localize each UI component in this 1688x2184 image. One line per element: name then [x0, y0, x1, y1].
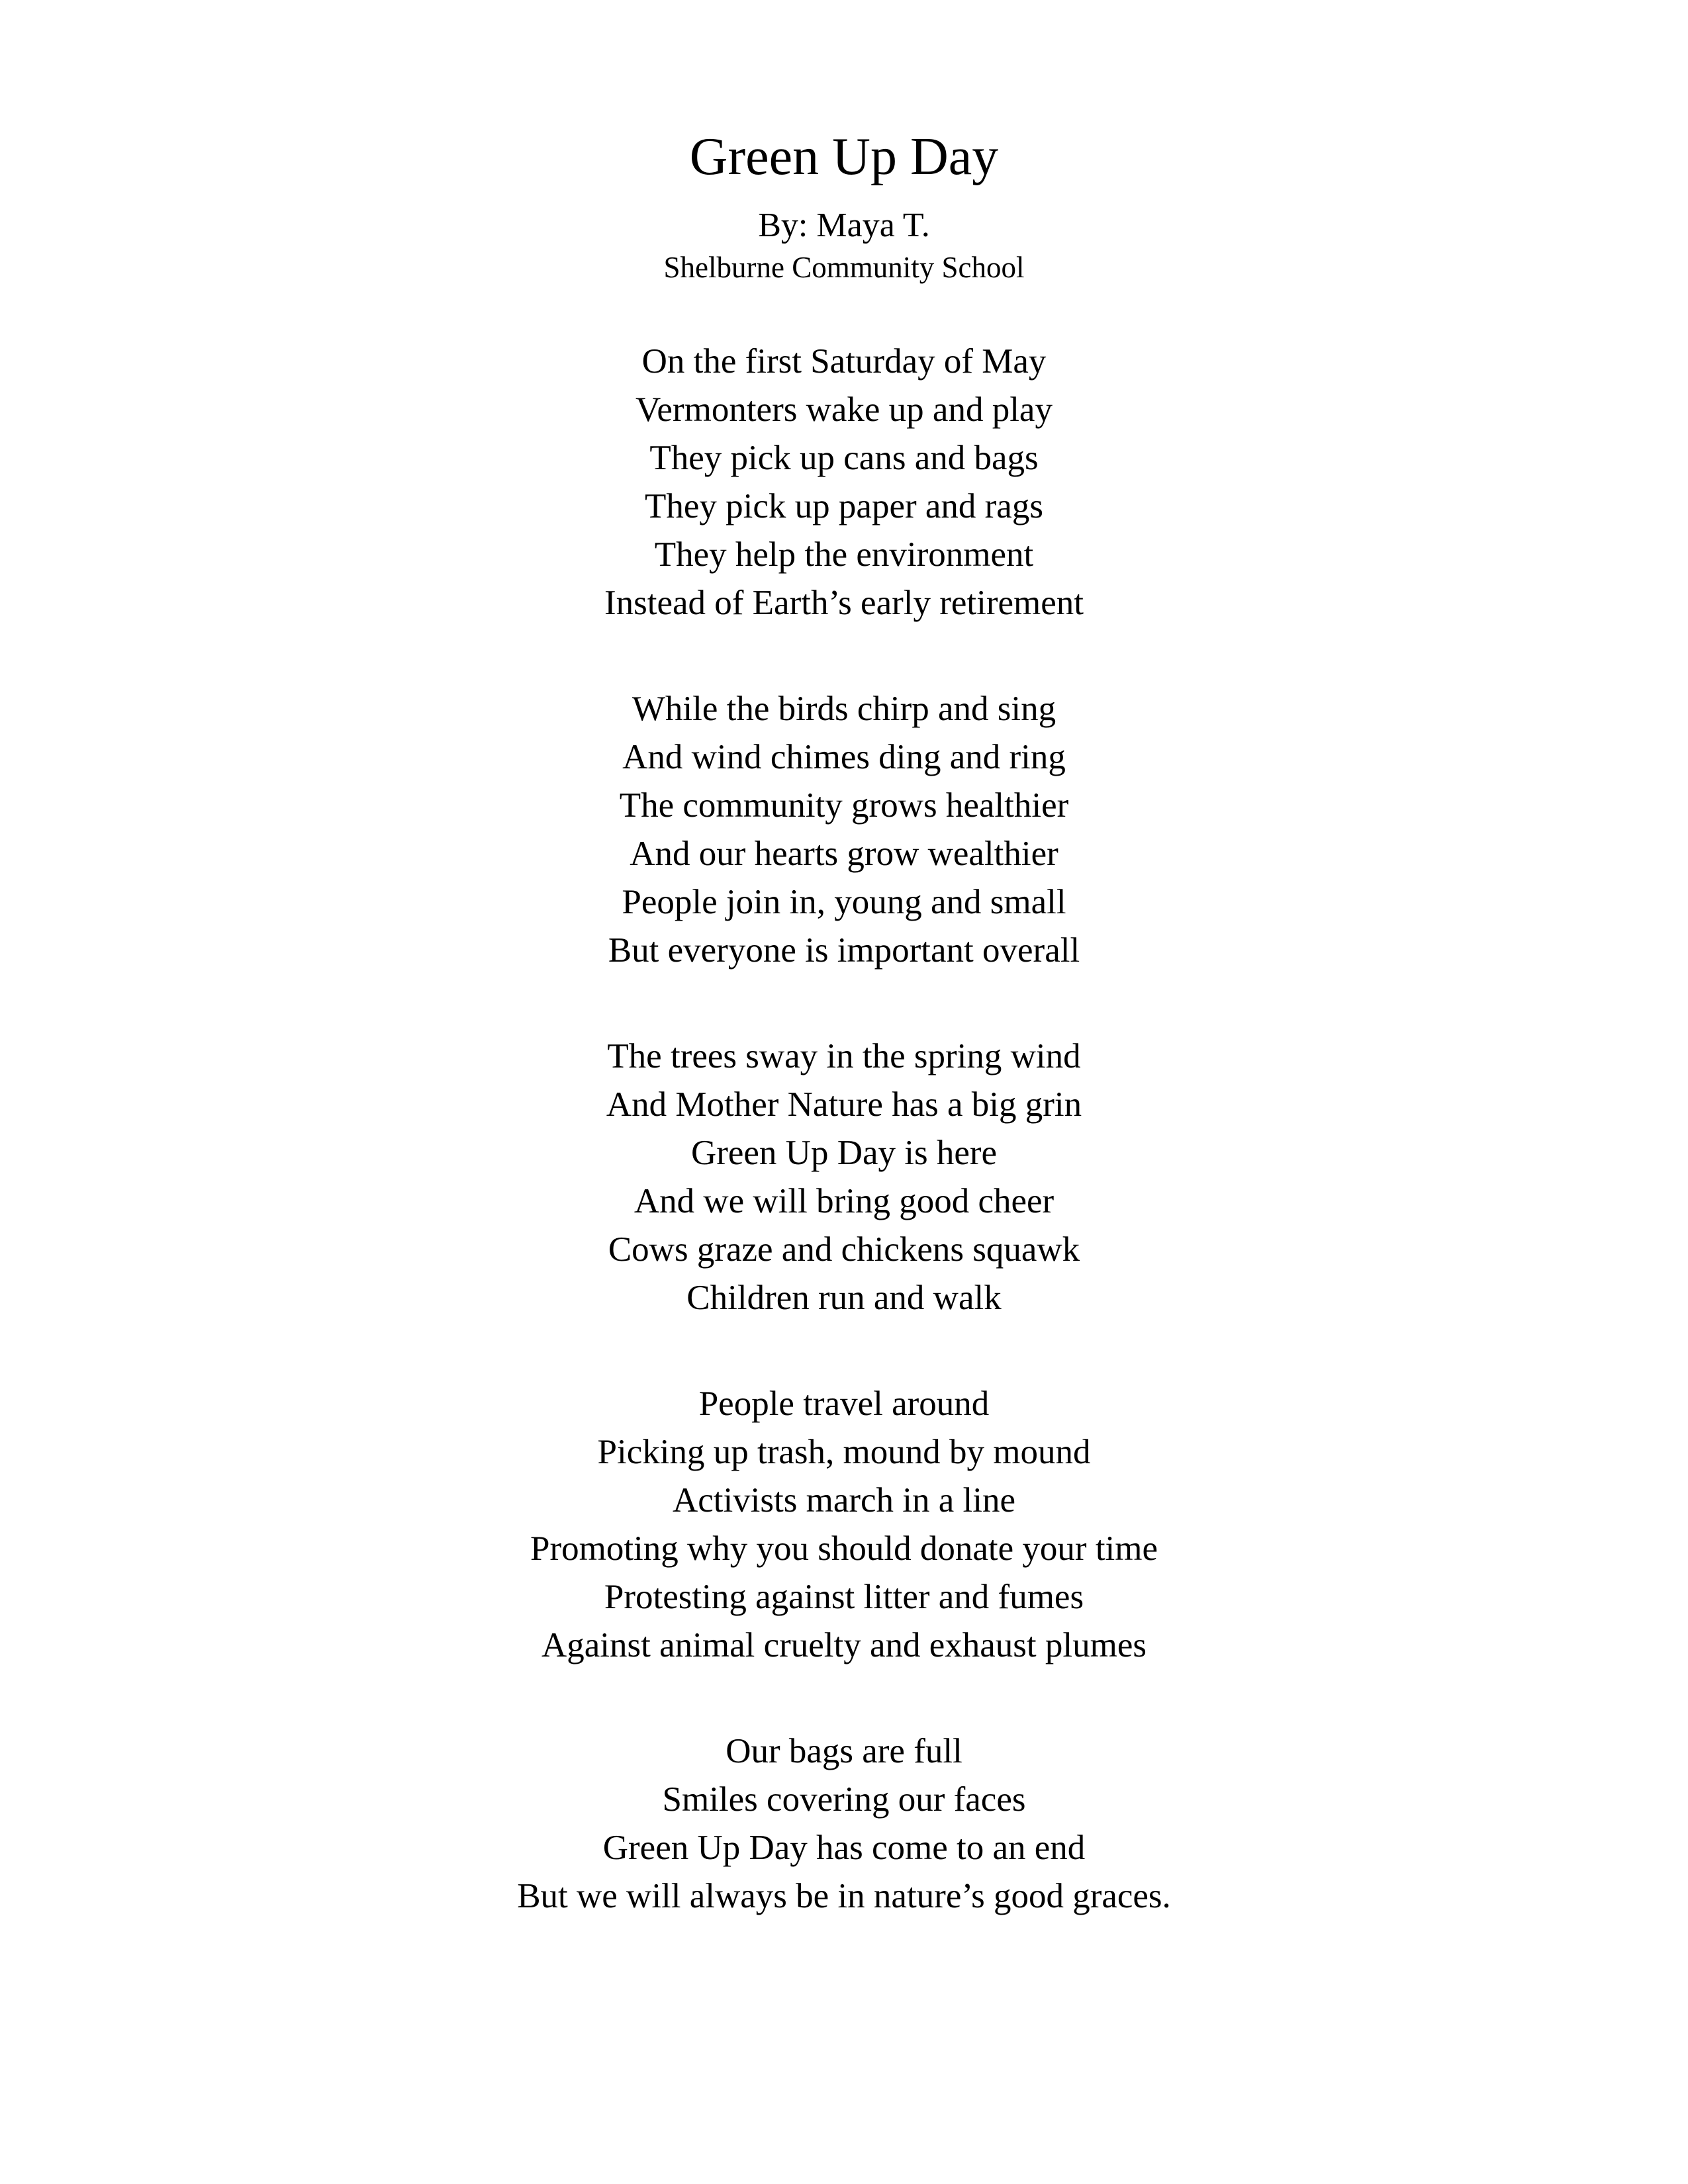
poem-line: While the birds chirp and sing	[632, 690, 1056, 728]
poem-line: Children run and walk	[686, 1279, 1002, 1317]
poem-line: Vermonters wake up and play	[635, 390, 1053, 429]
stanza-4	[0, 1380, 1688, 1670]
poem-line: The community grows healthier	[619, 786, 1069, 825]
poem-line: The trees sway in the spring wind	[607, 1037, 1081, 1075]
poem-line: Smiles covering our faces	[662, 1780, 1026, 1819]
poem-line: And we will bring good cheer	[633, 1182, 1055, 1220]
stanza-2	[0, 685, 1688, 975]
poem-line: Cows graze and chickens squawk	[608, 1230, 1080, 1269]
poem-line: And Mother Nature has a big grin	[606, 1085, 1082, 1124]
stanza-5	[0, 1727, 1688, 1921]
poem-line: People join in, young and small	[622, 883, 1066, 921]
poem-line: Instead of Earth’s early retirement	[604, 584, 1084, 622]
poem-school: Shelburne Community School	[663, 251, 1025, 284]
poem-line: They pick up cans and bags	[649, 439, 1039, 477]
poem-line: But everyone is important overall	[608, 931, 1080, 970]
poem-line: And wind chimes ding and ring	[622, 738, 1066, 776]
poem-line: Green Up Day is here	[690, 1134, 998, 1172]
poem-line: And our hearts grow wealthier	[630, 835, 1058, 873]
poem-line: Promoting why you should donate your time	[530, 1529, 1158, 1568]
poem-line: Picking up trash, mound by mound	[597, 1433, 1091, 1471]
poem-line: Activists march in a line	[672, 1481, 1016, 1520]
poem-line: Green Up Day has come to an end	[602, 1829, 1086, 1867]
stanza-1	[0, 338, 1688, 627]
poem-line: But we will always be in nature’s good graces.	[517, 1877, 1171, 1915]
poem-line: Protesting against litter and fumes	[604, 1578, 1084, 1616]
poem-line: Our bags are full	[726, 1732, 962, 1770]
poem-title: Green Up Day	[689, 128, 999, 186]
poem-line: On the first Saturday of May	[641, 342, 1047, 381]
poem-line: Against animal cruelty and exhaust plumes	[541, 1626, 1147, 1664]
poem-byline: By: Maya T.	[758, 206, 930, 244]
poem-line: People travel around	[698, 1385, 990, 1423]
poem-line: They help the environment	[654, 535, 1034, 574]
poem-line: They pick up paper and rags	[645, 487, 1043, 525]
stanza-3	[0, 1032, 1688, 1322]
